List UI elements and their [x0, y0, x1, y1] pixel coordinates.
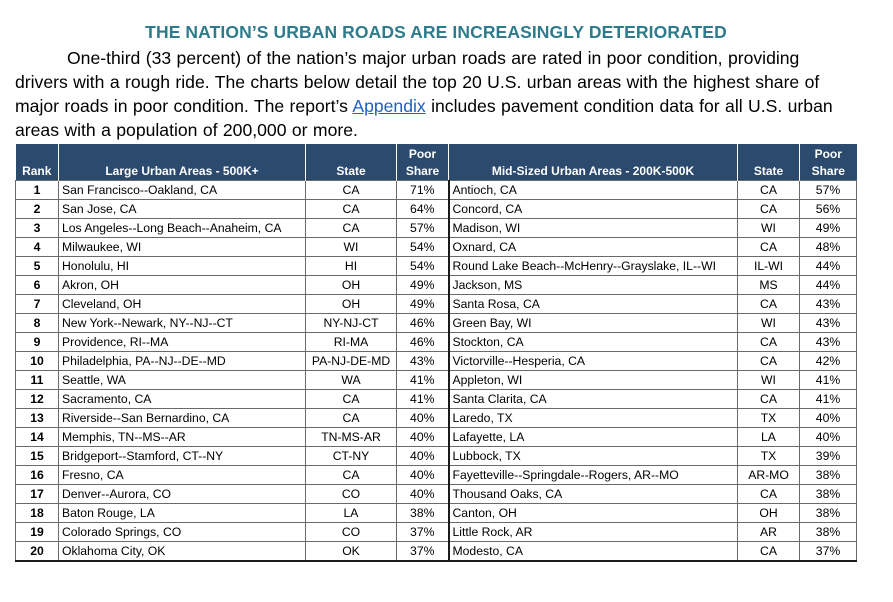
header-mid-share-line1: Poor [814, 147, 842, 161]
rank-cell: 20 [16, 542, 59, 562]
mid-area-cell: Modesto, CA [449, 542, 738, 562]
rank-cell: 7 [16, 295, 59, 314]
header-mid-share-line2: Share [811, 164, 845, 178]
table-row [16, 257, 857, 276]
mid-share-cell: 43% [800, 314, 857, 333]
large-state-cell: CA [306, 466, 397, 485]
header-large-area: Large Urban Areas - 500K+ [59, 144, 306, 181]
table-row [16, 314, 857, 333]
table-row [16, 333, 857, 352]
large-state-cell: TN-MS-AR [306, 428, 397, 447]
rank-cell: 13 [16, 409, 59, 428]
mid-area-cell: Concord, CA [449, 200, 738, 219]
rank-cell: 3 [16, 219, 59, 238]
header-large-state: State [306, 144, 397, 181]
rank-cell: 6 [16, 276, 59, 295]
mid-area-cell: Fayetteville--Springdale--Rogers, AR--MO [449, 466, 738, 485]
header-mid-state: State [738, 144, 800, 181]
rank-cell: 10 [16, 352, 59, 371]
large-share-cell: 57% [397, 219, 449, 238]
large-area-cell: Providence, RI--MA [59, 333, 306, 352]
mid-state-cell: CA [738, 333, 800, 352]
mid-area-cell: Jackson, MS [449, 276, 738, 295]
large-share-cell: 41% [397, 371, 449, 390]
mid-area-cell: Antioch, CA [449, 181, 738, 200]
large-area-cell: Oklahoma City, OK [59, 542, 306, 562]
mid-share-cell: 40% [800, 409, 857, 428]
mid-share-cell: 38% [800, 466, 857, 485]
header-mid-share [800, 144, 857, 181]
large-area-cell: Philadelphia, PA--NJ--DE--MD [59, 352, 306, 371]
large-state-cell: CA [306, 181, 397, 200]
mid-share-cell: 38% [800, 504, 857, 523]
rank-cell: 14 [16, 428, 59, 447]
rank-cell: 5 [16, 257, 59, 276]
table-row [16, 523, 857, 542]
large-share-cell: 37% [397, 542, 449, 562]
mid-area-cell: Lafayette, LA [449, 428, 738, 447]
mid-state-cell: CA [738, 181, 800, 200]
mid-area-cell: Round Lake Beach--McHenry--Grayslake, IL--WI [449, 257, 738, 276]
mid-area-cell: Green Bay, WI [449, 314, 738, 333]
header-rank: Rank [16, 144, 59, 181]
rank-cell: 19 [16, 523, 59, 542]
large-area-cell: Sacramento, CA [59, 390, 306, 409]
rank-cell: 2 [16, 200, 59, 219]
mid-state-cell: CA [738, 238, 800, 257]
large-share-cell: 40% [397, 485, 449, 504]
large-share-cell: 41% [397, 390, 449, 409]
intro-paragraph [15, 46, 857, 142]
header-large-share-line2: Share [405, 164, 440, 178]
large-share-cell: 38% [397, 504, 449, 523]
mid-state-cell: IL-WI [738, 257, 800, 276]
header-mid-area: Mid-Sized Urban Areas - 200K-500K [449, 144, 738, 181]
table-row [16, 200, 857, 219]
large-state-cell: PA-NJ-DE-MD [306, 352, 397, 371]
rank-cell: 17 [16, 485, 59, 504]
mid-share-cell: 41% [800, 371, 857, 390]
large-share-cell: 40% [397, 409, 449, 428]
large-share-cell: 71% [397, 181, 449, 200]
mid-state-cell: CA [738, 485, 800, 504]
large-state-cell: CA [306, 200, 397, 219]
mid-share-cell: 57% [800, 181, 857, 200]
mid-share-cell: 37% [800, 542, 857, 562]
mid-area-cell: Stockton, CA [449, 333, 738, 352]
large-share-cell: 49% [397, 276, 449, 295]
intro-text-end: includes pavement condition data for all U.S. urban areas with a population of 200,000 or more. [15, 96, 833, 140]
mid-area-cell: Lubbock, TX [449, 447, 738, 466]
mid-share-cell: 40% [800, 428, 857, 447]
large-state-cell: OH [306, 276, 397, 295]
table-row [16, 390, 857, 409]
mid-state-cell: TX [738, 447, 800, 466]
mid-area-cell: Victorville--Hesperia, CA [449, 352, 738, 371]
table-row [16, 504, 857, 523]
table-row [16, 352, 857, 371]
table-row [16, 466, 857, 485]
report-header [15, 20, 857, 142]
page-title: THE NATION’S URBAN ROADS ARE INCREASINGLY DETERIORATED [145, 22, 727, 42]
intro-text-start: One-third (33 percent) of the nation’s major urban roads are rated in poor condition, providing drivers with a rough ride. The charts below detail the top 20 U.S. urban areas with the highest share of major roads in poor condition. The report’s [15, 48, 820, 116]
rank-cell: 12 [16, 390, 59, 409]
large-share-cell: 43% [397, 352, 449, 371]
table-row [16, 542, 857, 562]
mid-state-cell: CA [738, 390, 800, 409]
large-state-cell: CA [306, 409, 397, 428]
table-row [16, 219, 857, 238]
table-row [16, 485, 857, 504]
header-large-share-line1: Poor [408, 147, 437, 161]
large-share-cell: 40% [397, 447, 449, 466]
rank-cell: 4 [16, 238, 59, 257]
large-share-cell: 46% [397, 314, 449, 333]
mid-state-cell: CA [738, 200, 800, 219]
appendix-link[interactable]: Appendix [352, 96, 426, 116]
poor-roads-table [15, 144, 857, 562]
large-share-cell: 64% [397, 200, 449, 219]
mid-state-cell: AR [738, 523, 800, 542]
mid-area-cell: Santa Clarita, CA [449, 390, 738, 409]
mid-area-cell: Canton, OH [449, 504, 738, 523]
large-area-cell: Cleveland, OH [59, 295, 306, 314]
large-area-cell: New York--Newark, NY--NJ--CT [59, 314, 306, 333]
large-state-cell: LA [306, 504, 397, 523]
large-state-cell: OH [306, 295, 397, 314]
table-row [16, 181, 857, 200]
mid-share-cell: 49% [800, 219, 857, 238]
mid-state-cell: CA [738, 542, 800, 562]
mid-share-cell: 38% [800, 523, 857, 542]
rank-cell: 8 [16, 314, 59, 333]
large-area-cell: Fresno, CA [59, 466, 306, 485]
table-row [16, 371, 857, 390]
large-state-cell: RI-MA [306, 333, 397, 352]
large-area-cell: Riverside--San Bernardino, CA [59, 409, 306, 428]
large-share-cell: 40% [397, 428, 449, 447]
large-area-cell: Seattle, WA [59, 371, 306, 390]
large-state-cell: CO [306, 485, 397, 504]
large-state-cell: CT-NY [306, 447, 397, 466]
mid-state-cell: AR-MO [738, 466, 800, 485]
large-area-cell: Akron, OH [59, 276, 306, 295]
mid-state-cell: OH [738, 504, 800, 523]
large-state-cell: CA [306, 219, 397, 238]
mid-share-cell: 39% [800, 447, 857, 466]
mid-state-cell: WI [738, 219, 800, 238]
large-share-cell: 40% [397, 466, 449, 485]
rank-cell: 18 [16, 504, 59, 523]
large-area-cell: San Francisco--Oakland, CA [59, 181, 306, 200]
mid-share-cell: 43% [800, 295, 857, 314]
large-area-cell: San Jose, CA [59, 200, 306, 219]
mid-share-cell: 48% [800, 238, 857, 257]
large-state-cell: HI [306, 257, 397, 276]
large-state-cell: CO [306, 523, 397, 542]
rank-cell: 11 [16, 371, 59, 390]
large-share-cell: 37% [397, 523, 449, 542]
mid-area-cell: Oxnard, CA [449, 238, 738, 257]
table-row [16, 447, 857, 466]
large-area-cell: Los Angeles--Long Beach--Anaheim, CA [59, 219, 306, 238]
large-share-cell: 54% [397, 238, 449, 257]
large-area-cell: Baton Rouge, LA [59, 504, 306, 523]
large-state-cell: CA [306, 390, 397, 409]
mid-share-cell: 42% [800, 352, 857, 371]
table-body [16, 181, 857, 562]
mid-area-cell: Madison, WI [449, 219, 738, 238]
rank-cell: 16 [16, 466, 59, 485]
mid-state-cell: WI [738, 314, 800, 333]
mid-area-cell: Thousand Oaks, CA [449, 485, 738, 504]
mid-state-cell: LA [738, 428, 800, 447]
large-area-cell: Memphis, TN--MS--AR [59, 428, 306, 447]
mid-area-cell: Little Rock, AR [449, 523, 738, 542]
large-state-cell: NY-NJ-CT [306, 314, 397, 333]
mid-state-cell: CA [738, 295, 800, 314]
header-large-share [397, 144, 449, 181]
mid-state-cell: MS [738, 276, 800, 295]
mid-state-cell: TX [738, 409, 800, 428]
mid-share-cell: 44% [800, 257, 857, 276]
large-share-cell: 54% [397, 257, 449, 276]
large-share-cell: 49% [397, 295, 449, 314]
mid-area-cell: Laredo, TX [449, 409, 738, 428]
rank-cell: 15 [16, 447, 59, 466]
table-header [16, 144, 857, 181]
mid-share-cell: 44% [800, 276, 857, 295]
large-area-cell: Milwaukee, WI [59, 238, 306, 257]
table-row [16, 428, 857, 447]
rank-cell: 9 [16, 333, 59, 352]
mid-state-cell: WI [738, 371, 800, 390]
large-state-cell: OK [306, 542, 397, 562]
mid-share-cell: 41% [800, 390, 857, 409]
table-row [16, 276, 857, 295]
mid-share-cell: 43% [800, 333, 857, 352]
mid-area-cell: Santa Rosa, CA [449, 295, 738, 314]
large-state-cell: WI [306, 238, 397, 257]
large-area-cell: Bridgeport--Stamford, CT--NY [59, 447, 306, 466]
table-row [16, 238, 857, 257]
large-area-cell: Colorado Springs, CO [59, 523, 306, 542]
mid-share-cell: 38% [800, 485, 857, 504]
large-share-cell: 46% [397, 333, 449, 352]
large-area-cell: Honolulu, HI [59, 257, 306, 276]
rank-cell: 1 [16, 181, 59, 200]
large-state-cell: WA [306, 371, 397, 390]
mid-area-cell: Appleton, WI [449, 371, 738, 390]
table-row [16, 295, 857, 314]
mid-share-cell: 56% [800, 200, 857, 219]
table-row [16, 409, 857, 428]
large-area-cell: Denver--Aurora, CO [59, 485, 306, 504]
mid-state-cell: CA [738, 352, 800, 371]
